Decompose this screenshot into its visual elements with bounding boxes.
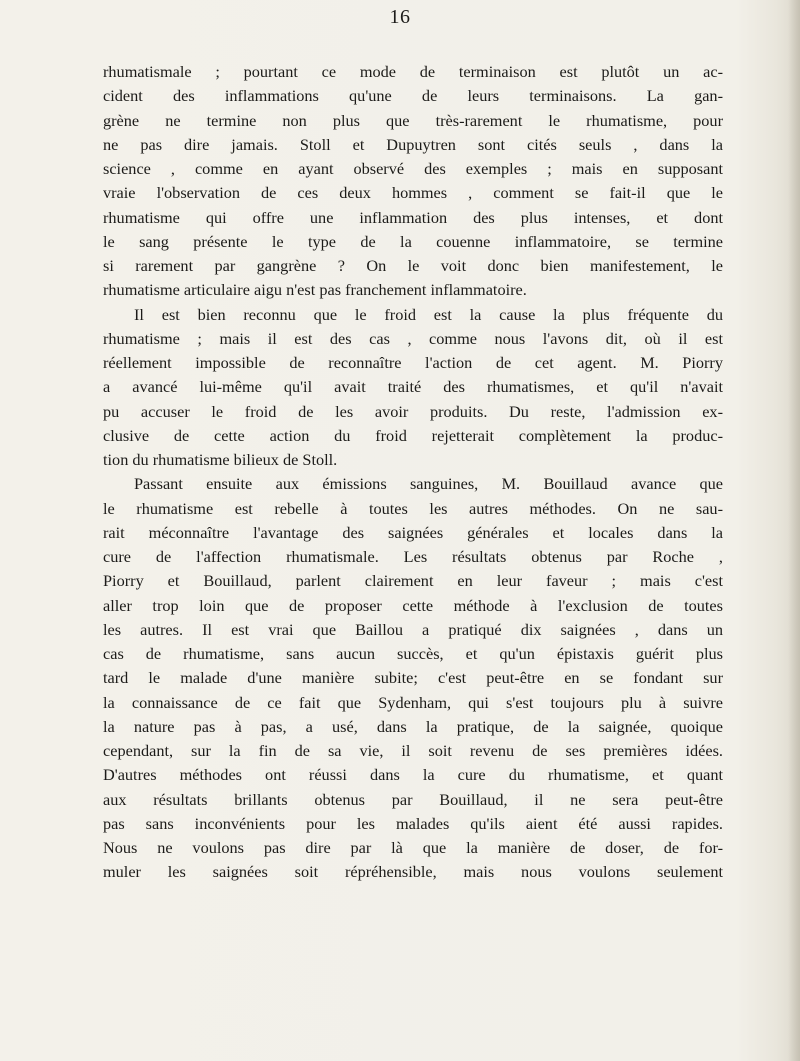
paragraph-first-line: Il est bien reconnu que le froid est la cause la plus fréquente du xyxy=(134,304,723,324)
text-line: les autres. Il est vrai que Baillou a pratiqué dix saignées , dans un xyxy=(103,619,723,639)
text-line: tard le malade d'une manière subite; c'est peut-être en se fondant sur xyxy=(103,668,723,688)
text-line: le sang présente le type de la couenne inflammatoire, se termine xyxy=(103,231,723,251)
text-line: a avancé lui-même qu'il avait traité des rhumatismes, et qu'il n'avait xyxy=(103,377,723,397)
text-line: rait méconnaître l'avantage des saignées générales et locales dans la xyxy=(103,522,723,542)
text-line: tion du rhumatisme bilieux de Stoll. xyxy=(103,450,338,469)
text-line: aller trop loin que de proposer cette méthode à l'exclusion de toutes xyxy=(103,595,723,615)
page-edge-shadow xyxy=(788,0,800,1061)
body-text xyxy=(103,60,723,885)
text-line: pas sans inconvénients pour les malades qu'ils aient été aussi rapides. xyxy=(103,813,723,833)
text-line: muler les saignées soit répréhensible, mais nous voulons seulement xyxy=(103,862,723,882)
text-line: la nature pas à pas, a usé, dans la pratique, de la saignée, quoique xyxy=(103,716,723,736)
text-line: pu accuser le froid de les avoir produits. Du reste, l'admission ex- xyxy=(103,401,723,421)
text-line: rhumatisme articulaire aigu n'est pas franchement inflammatoire. xyxy=(103,280,527,300)
text-line: rhumatismale ; pourtant ce mode de terminaison est plutôt un ac- xyxy=(103,62,723,81)
text-line: rhumatisme ; mais il est des cas , comme nous l'avons dit, où il est xyxy=(103,328,723,348)
text-line: réellement impossible de reconnaître l'action de cet agent. M. Piorry xyxy=(103,353,723,372)
text-line: le rhumatisme est rebelle à toutes les autres méthodes. On ne sau- xyxy=(103,498,723,518)
text-line: Nous ne voulons pas dire par là que la manière de doser, de for- xyxy=(103,838,723,857)
text-line: cas de rhumatisme, sans aucun succès, et qu'un épistaxis guérit plus xyxy=(103,644,723,663)
text-line: cident des inflammations qu'une de leurs terminaisons. La gan- xyxy=(103,86,723,106)
text-line: cependant, sur la fin de sa vie, il soit revenu de ses premières idées. xyxy=(103,741,723,760)
text-line: Piorry et Bouillaud, parlent clairement en leur faveur ; mais c'est xyxy=(103,571,723,591)
paragraph-first-line: Passant ensuite aux émissions sanguines, M. Bouillaud avance que xyxy=(134,474,723,494)
page-number: 16 xyxy=(389,6,411,28)
text-line: cure de l'affection rhumatismale. Les résultats obtenus par Roche , xyxy=(103,547,723,566)
text-line: grène ne termine non plus que très-rarement le rhumatisme, pour xyxy=(103,110,723,130)
text-line: D'autres méthodes ont réussi dans la cure du rhumatisme, et quant xyxy=(103,765,723,785)
text-line: aux résultats brillants obtenus par Bouillaud, il ne sera peut-être xyxy=(103,789,723,809)
text-line: la connaissance de ce fait que Sydenham, qui s'est toujours plu à suivre xyxy=(103,692,723,712)
text-line: si rarement par gangrène ? On le voit donc bien manifestement, le xyxy=(103,256,723,275)
text-line: rhumatisme qui offre une inflammation des plus intenses, et dont xyxy=(103,207,723,227)
text-line: vraie l'observation de ces deux hommes , comment se fait-il que le xyxy=(103,183,723,203)
text-line: clusive de cette action du froid rejetterait complètement la produc- xyxy=(103,425,723,445)
text-line: ne pas dire jamais. Stoll et Dupuytren sont cités seuls , dans la xyxy=(103,134,723,154)
text-line: science , comme en ayant observé des exemples ; mais en supposant xyxy=(103,159,723,178)
